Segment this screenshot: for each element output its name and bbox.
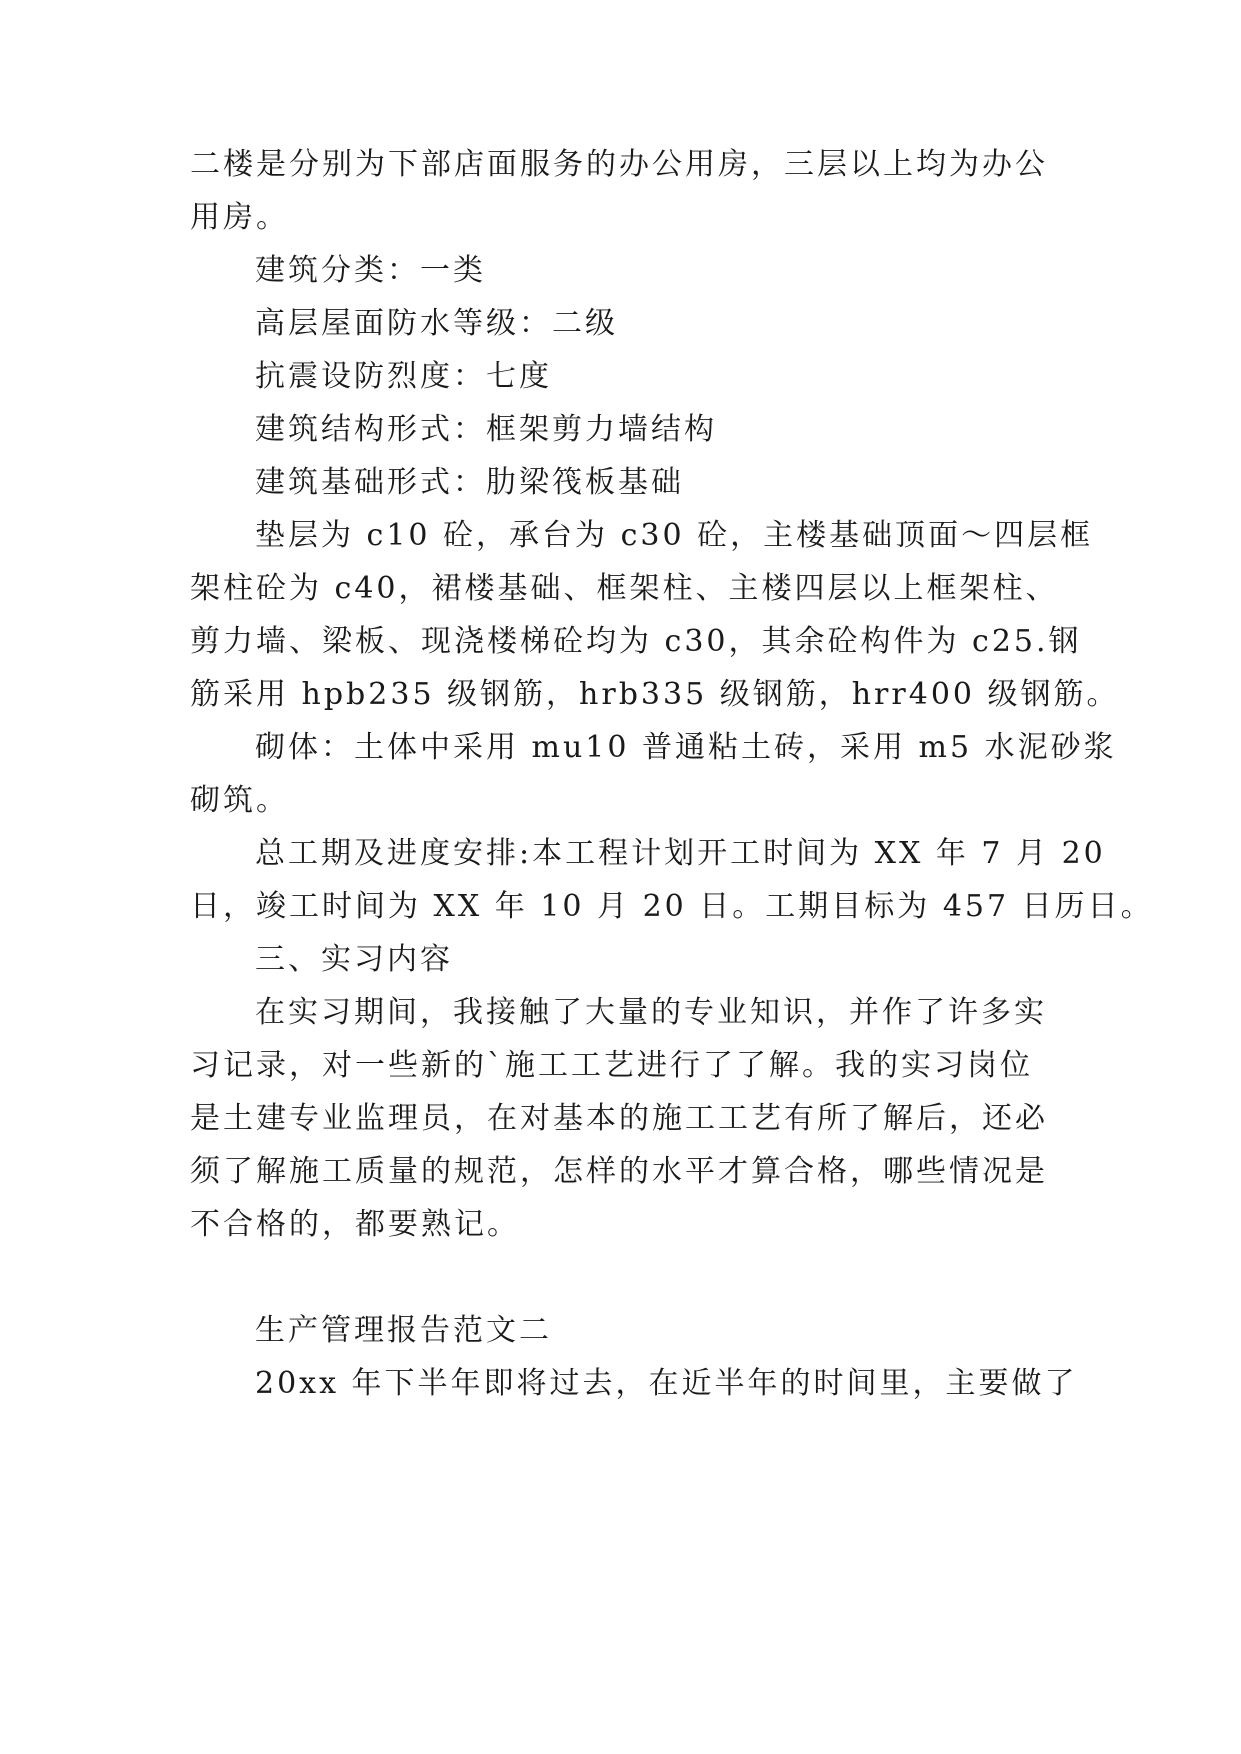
paragraph-line: 剪力墙、梁板、现浇楼梯砼均为 c30，其余砼构件为 c25.钢 [190,624,1082,659]
spec-foundation-form: 建筑基础形式：肋梁筏板基础 [255,465,684,500]
paragraph-line: 习记录，对一些新的`施工工艺进行了了解。我的实习岗位 [190,1048,1033,1083]
paragraph-line: 总工期及进度安排:本工程计划开工时间为 XX 年 7 月 20 [255,836,1106,871]
paragraph-line: 用房。 [190,200,289,235]
paragraph-line: 筋采用 hpb235 级钢筋，hrb335 级钢筋，hrr400 级钢筋。 [190,677,1120,712]
paragraph-line: 日，竣工时间为 XX 年 10 月 20 日。工期目标为 457 日历日。 [190,889,1154,924]
spec-seismic-intensity: 抗震设防烈度：七度 [255,359,552,394]
spec-structure-form: 建筑结构形式：框架剪力墙结构 [255,412,717,447]
paragraph-line: 不合格的，都要熟记。 [190,1207,520,1242]
spec-building-class: 建筑分类：一类 [255,253,486,288]
paragraph-line: 二楼是分别为下部店面服务的办公用房，三层以上均为办公 [190,147,1048,182]
paragraph-line: 20xx 年下半年即将过去，在近半年的时间里，主要做了 [255,1366,1078,1401]
paragraph-line: 须了解施工质量的规范，怎样的水平才算合格，哪些情况是 [190,1154,1048,1189]
document-subtitle: 生产管理报告范文二 [255,1313,552,1348]
paragraph-line: 是土建专业监理员，在对基本的施工工艺有所了解后，还必 [190,1101,1048,1136]
paragraph-line: 在实习期间，我接触了大量的专业知识，并作了许多实 [255,995,1047,1030]
paragraph-line: 砌体：土体中采用 mu10 普通粘土砖，采用 m5 水泥砂浆 [255,730,1117,765]
paragraph-line: 砌筑。 [190,783,289,818]
paragraph-line: 垫层为 c10 砼，承台为 c30 砼，主楼基础顶面～四层框 [255,518,1094,553]
paragraph-line: 架柱砼为 c40，裙楼基础、框架柱、主楼四层以上框架柱、 [190,571,1059,606]
spec-waterproof-grade: 高层屋面防水等级：二级 [255,306,618,341]
section-heading: 三、实习内容 [255,942,453,977]
